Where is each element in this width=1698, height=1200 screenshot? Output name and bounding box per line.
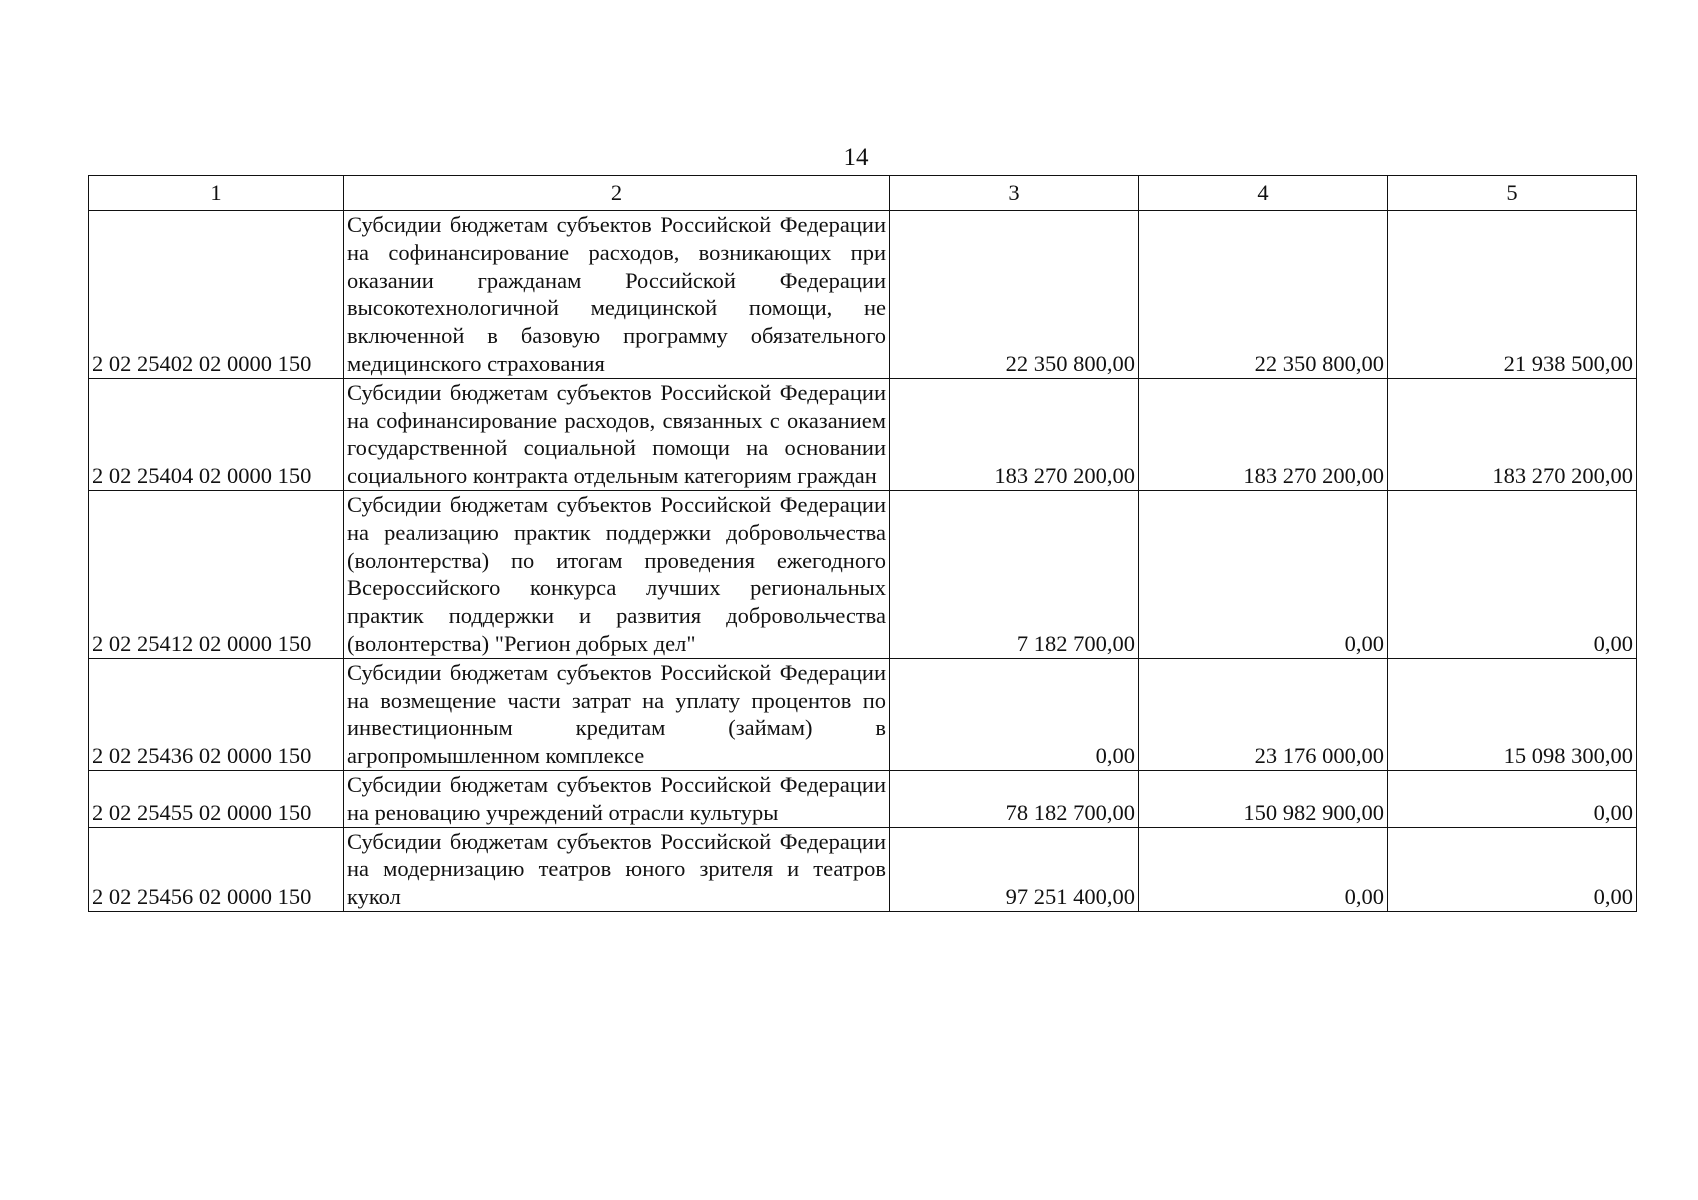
budget-code: 2 02 25402 02 0000 150 bbox=[89, 211, 344, 379]
header-col-5: 5 bbox=[1388, 176, 1637, 211]
header-col-2: 2 bbox=[344, 176, 890, 211]
table-row bbox=[89, 211, 1637, 379]
amount-col-5: 183 270 200,00 bbox=[1388, 378, 1637, 490]
row-description: Субсидии бюджетам субъектов Российской Федерации на софинансирование расходов, возникающих при оказании гражданам Российской Федерации высокотехнологичной медицинской помощи, не включенной в базовую программу обязательного медицинского страхования bbox=[344, 211, 890, 379]
amount-col-3: 0,00 bbox=[890, 658, 1139, 770]
amount-col-3: 78 182 700,00 bbox=[890, 770, 1139, 827]
amount-col-3: 183 270 200,00 bbox=[890, 378, 1139, 490]
amount-col-3: 7 182 700,00 bbox=[890, 490, 1139, 658]
table-row bbox=[89, 827, 1637, 911]
budget-table bbox=[88, 175, 1637, 912]
amount-col-5: 0,00 bbox=[1388, 770, 1637, 827]
header-row bbox=[89, 176, 1637, 211]
amount-col-5: 0,00 bbox=[1388, 490, 1637, 658]
header-col-1: 1 bbox=[89, 176, 344, 211]
page-number: 14 bbox=[843, 144, 869, 171]
amount-col-4: 23 176 000,00 bbox=[1139, 658, 1388, 770]
budget-code: 2 02 25412 02 0000 150 bbox=[89, 490, 344, 658]
table-row bbox=[89, 378, 1637, 490]
row-description: Субсидии бюджетам субъектов Российской Федерации на возмещение части затрат на уплату процентов по инвестиционным кредитам (займам) в агропромышленном комплексе bbox=[344, 658, 890, 770]
budget-code: 2 02 25404 02 0000 150 bbox=[89, 378, 344, 490]
row-description: Субсидии бюджетам субъектов Российской Федерации на софинансирование расходов, связанных с оказанием государственной социальной помощи на основании социального контракта отдельным категориям граждан bbox=[344, 378, 890, 490]
amount-col-5: 15 098 300,00 bbox=[1388, 658, 1637, 770]
amount-col-4: 183 270 200,00 bbox=[1139, 378, 1388, 490]
amount-col-4: 22 350 800,00 bbox=[1139, 211, 1388, 379]
budget-code: 2 02 25456 02 0000 150 bbox=[89, 827, 344, 911]
amount-col-4: 0,00 bbox=[1139, 490, 1388, 658]
amount-col-3: 22 350 800,00 bbox=[890, 211, 1139, 379]
header-col-3: 3 bbox=[890, 176, 1139, 211]
amount-col-5: 21 938 500,00 bbox=[1388, 211, 1637, 379]
budget-code: 2 02 25455 02 0000 150 bbox=[89, 770, 344, 827]
amount-col-3: 97 251 400,00 bbox=[890, 827, 1139, 911]
table-row bbox=[89, 770, 1637, 827]
amount-col-4: 150 982 900,00 bbox=[1139, 770, 1388, 827]
row-description: Субсидии бюджетам субъектов Российской Федерации на реновацию учреждений отрасли культуры bbox=[344, 770, 890, 827]
table-row bbox=[89, 658, 1637, 770]
row-description: Субсидии бюджетам субъектов Российской Федерации на модернизацию театров юного зрителя и театров кукол bbox=[344, 827, 890, 911]
budget-code: 2 02 25436 02 0000 150 bbox=[89, 658, 344, 770]
header-col-4: 4 bbox=[1139, 176, 1388, 211]
row-description: Субсидии бюджетам субъектов Российской Федерации на реализацию практик поддержки добровольчества (волонтерства) по итогам проведения ежегодного Всероссийского конкурса лучших региональных практик поддержки и развития добровольчества (волонтерства) "Регион добрых дел" bbox=[344, 490, 890, 658]
table-row bbox=[89, 490, 1637, 658]
amount-col-5: 0,00 bbox=[1388, 827, 1637, 911]
amount-col-4: 0,00 bbox=[1139, 827, 1388, 911]
